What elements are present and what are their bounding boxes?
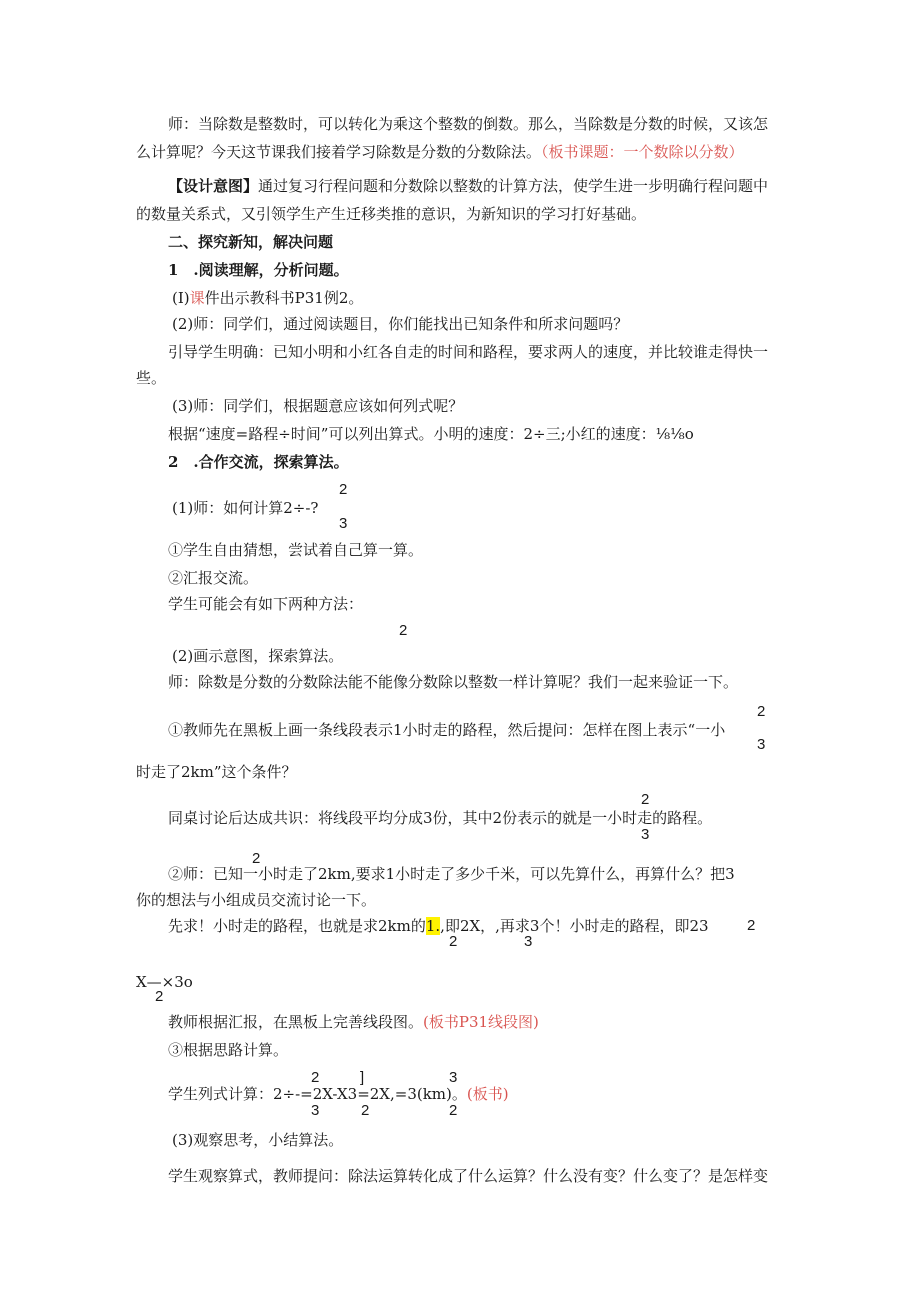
- design-intent-line-1: [168, 176, 768, 196]
- first-compute-text-a: 先求！小时走的路程，也就是求2km的: [168, 917, 426, 935]
- step1-item1-num: (I): [172, 289, 190, 307]
- design-intent-line-2: 的数量关系式，又引领学生产生迁移类推的意识，为新知识的学习打好基础。: [136, 205, 647, 223]
- step1-item2: (2)师：同学们，通过阅读题目，你们能找出已知条件和所求问题吗？: [172, 315, 629, 333]
- a2-fraction-numerator: 2: [252, 850, 261, 867]
- step2-draw: (2)画示意图，探索算法。: [172, 647, 344, 665]
- step2-teacher-question: 师：除数是分数的分数除法能不能像分数除以整数一样计算呢？我们一起来验证一下。: [168, 673, 739, 691]
- step2-heading: 2 .合作交流，探索算法。: [168, 453, 349, 471]
- calc-denominator-1: 3: [311, 1102, 320, 1119]
- first-compute-text-b: ,即2X，,再求3个！小时走的路程，即23: [440, 917, 709, 935]
- first-compute-right-numerator: 2: [747, 917, 756, 934]
- q1-fraction-denominator: 3: [339, 515, 348, 532]
- board-title-note: （板书课题：一个数除以分数）: [541, 143, 744, 161]
- step2-activity-1-line-2: 时走了2km”这个条件？: [136, 763, 297, 781]
- calc-line-text: 学生列式计算：2÷-=2X-X3=2X,=3(km)。: [168, 1085, 467, 1103]
- calc-denominator-2: 2: [361, 1102, 370, 1119]
- calc-denominator-3: 2: [449, 1102, 458, 1119]
- step2-calc-heading: ③根据思路计算。: [168, 1041, 289, 1059]
- step2-activity-1-line-1: ①教师先在黑板上画一条线段表示1小时走的路程，然后提问：怎样在图上表示“一小: [168, 721, 726, 739]
- step1-heading: 1 .阅读理解，分析问题。: [168, 261, 349, 279]
- q1-fraction-numerator: 2: [339, 481, 348, 498]
- x-line-denominator: 2: [155, 988, 164, 1005]
- teacher-board-note: (板书P31线段图): [423, 1013, 539, 1031]
- step1-formula: 根据“速度=路程÷时间”可以列出算式。小明的速度：2÷三;小红的速度：⅛⅛o: [168, 425, 694, 443]
- step2-activity-2-line-2: 你的想法与小组成员交流讨论一下。: [136, 891, 377, 909]
- teacher-board-text: 教师根据汇报，在黑板上完善线段图。: [168, 1013, 424, 1031]
- step2-calc-line: [168, 1084, 509, 1104]
- calc-numerator-1: 2: [311, 1069, 320, 1086]
- intro-line-2-text: 么计算呢？今天这节课我们接着学习除数是分数的分数除法。: [136, 143, 542, 161]
- step2-methods: 学生可能会有如下两种方法：: [168, 595, 364, 613]
- first-compute-denominator-2: 3: [524, 933, 533, 950]
- step1-item1: [172, 288, 363, 308]
- step1-item1-red: 课: [189, 289, 205, 307]
- step2-question-1: (1)师：如何计算2÷-?: [172, 499, 319, 517]
- design-intent-label: 【设计意图】: [168, 177, 259, 195]
- desk-fraction-denominator: 3: [641, 826, 650, 843]
- step1-item1-text: 件出示教科书P31例2。: [204, 289, 364, 307]
- calc-numerator-3: 3: [449, 1069, 458, 1086]
- intro-line-1: 师：当除数是整数时，可以转化为乘这个整数的倒数。那么，当除数是分数的时候，又该怎: [168, 115, 769, 133]
- step2-guess: ①学生自由猜想，尝试着自己算一算。: [168, 541, 424, 559]
- step2-x-line: X—×3o: [136, 973, 193, 991]
- a1-fraction-numerator: 2: [757, 703, 766, 720]
- a1-fraction-denominator: 3: [757, 736, 766, 753]
- step2-last-line: 学生观察算式，教师提问：除法运算转化成了什么运算？什么没有变？什么变了？是怎样变: [168, 1167, 769, 1185]
- design-intent-text: 通过复习行程问题和分数除以整数的计算方法，使学生进一步明确行程问题中: [258, 177, 769, 195]
- step2-observe: (3)观察思考，小结算法。: [172, 1131, 344, 1149]
- step2-report: ②汇报交流。: [168, 569, 259, 587]
- step2-teacher-board: [168, 1012, 539, 1032]
- section-heading: 二、探究新知，解决问题: [168, 233, 334, 251]
- step2-activity-2-line-1: ②师：已知一小时走了2km,要求1小时走了多少千米，可以先算什么，再算什么？把3: [168, 865, 735, 883]
- step2-desk-discussion: 同桌讨论后达成共识：将线段平均分成3份，其中2份表示的就是一小时走的路程。: [168, 809, 713, 827]
- step1-guide-line-1: 引导学生明确：已知小明和小红各自走的时间和路程，要求两人的速度，并比较谁走得快一: [168, 343, 769, 361]
- desk-fraction-numerator: 2: [641, 791, 650, 808]
- methods-fraction-numerator: 2: [399, 622, 408, 639]
- step2-first-compute: [168, 916, 709, 936]
- step1-item3: (3)师：同学们，根据题意应该如何列式呢？: [172, 397, 464, 415]
- step1-guide-line-2: 些。: [136, 369, 167, 387]
- first-compute-denominator-1: 2: [449, 933, 458, 950]
- highlighted-fraction: 1.: [425, 917, 441, 935]
- intro-line-2: [136, 142, 744, 162]
- calc-board-note: (板书): [466, 1085, 509, 1103]
- calc-numerator-2: ]: [360, 1069, 365, 1086]
